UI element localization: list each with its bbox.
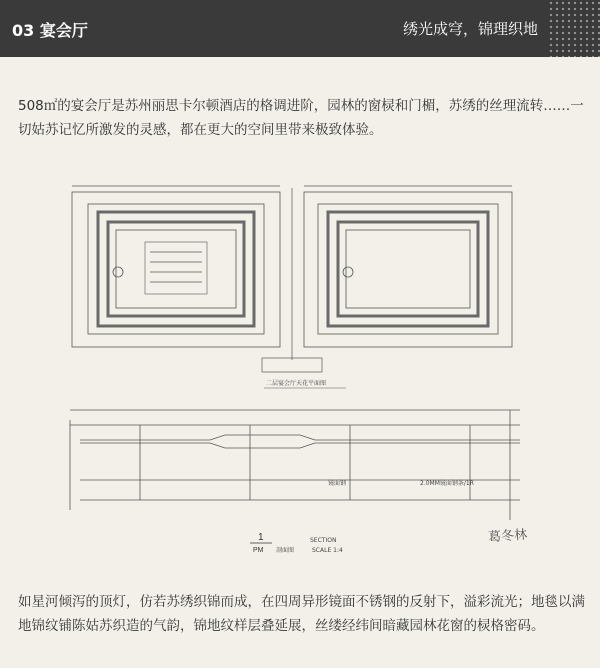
section-number: 1 [258,532,264,543]
signature: 葛冬林 [487,527,528,546]
bottom-paragraph: 如星河倾泻的顶灯，仿若苏绣织锦而成，在四周异形镜面不锈钢的反射下，溢彩流光；地毯以满地锦纹铺陈姑苏织造的气韵，锦地纹样层叠延展，丝缕经纬间暗藏园林花窗的棂格密码。 [18,594,585,634]
intro-paragraph: 508㎡的宴会厅是苏州丽思卡尔顿酒店的格调进阶，园林的窗棂和门楣，苏绣的丝理流转……一切姑苏记忆所激发的灵感，都在更大的空间里带来极致体验。 [18,98,584,138]
section-pm-label: PM [253,547,264,554]
architectural-drawing [50,180,550,562]
note-label-1: 镜面钢 [328,480,347,487]
ceiling-plan-and-section-drawing [50,180,550,562]
note-label-2: 2.0MM镜面钢条/1R [420,480,474,487]
section-title: 03 宴会厅 [12,21,88,40]
section-slogan: 绣光成穹，锦理织地 [402,20,538,38]
plan-title: 二层宴会厅天花平面图 [266,380,327,387]
right-ceiling-plan [304,192,512,347]
section-label-en: SECTION [310,537,337,544]
section-header [0,0,600,57]
left-ceiling-plan [72,192,280,347]
section-scale: SCALE 1:4 [312,547,343,554]
section-drawing [70,410,520,520]
dot-pattern-decoration [548,0,600,57]
section-label-cn: 剖面图 [276,547,295,554]
